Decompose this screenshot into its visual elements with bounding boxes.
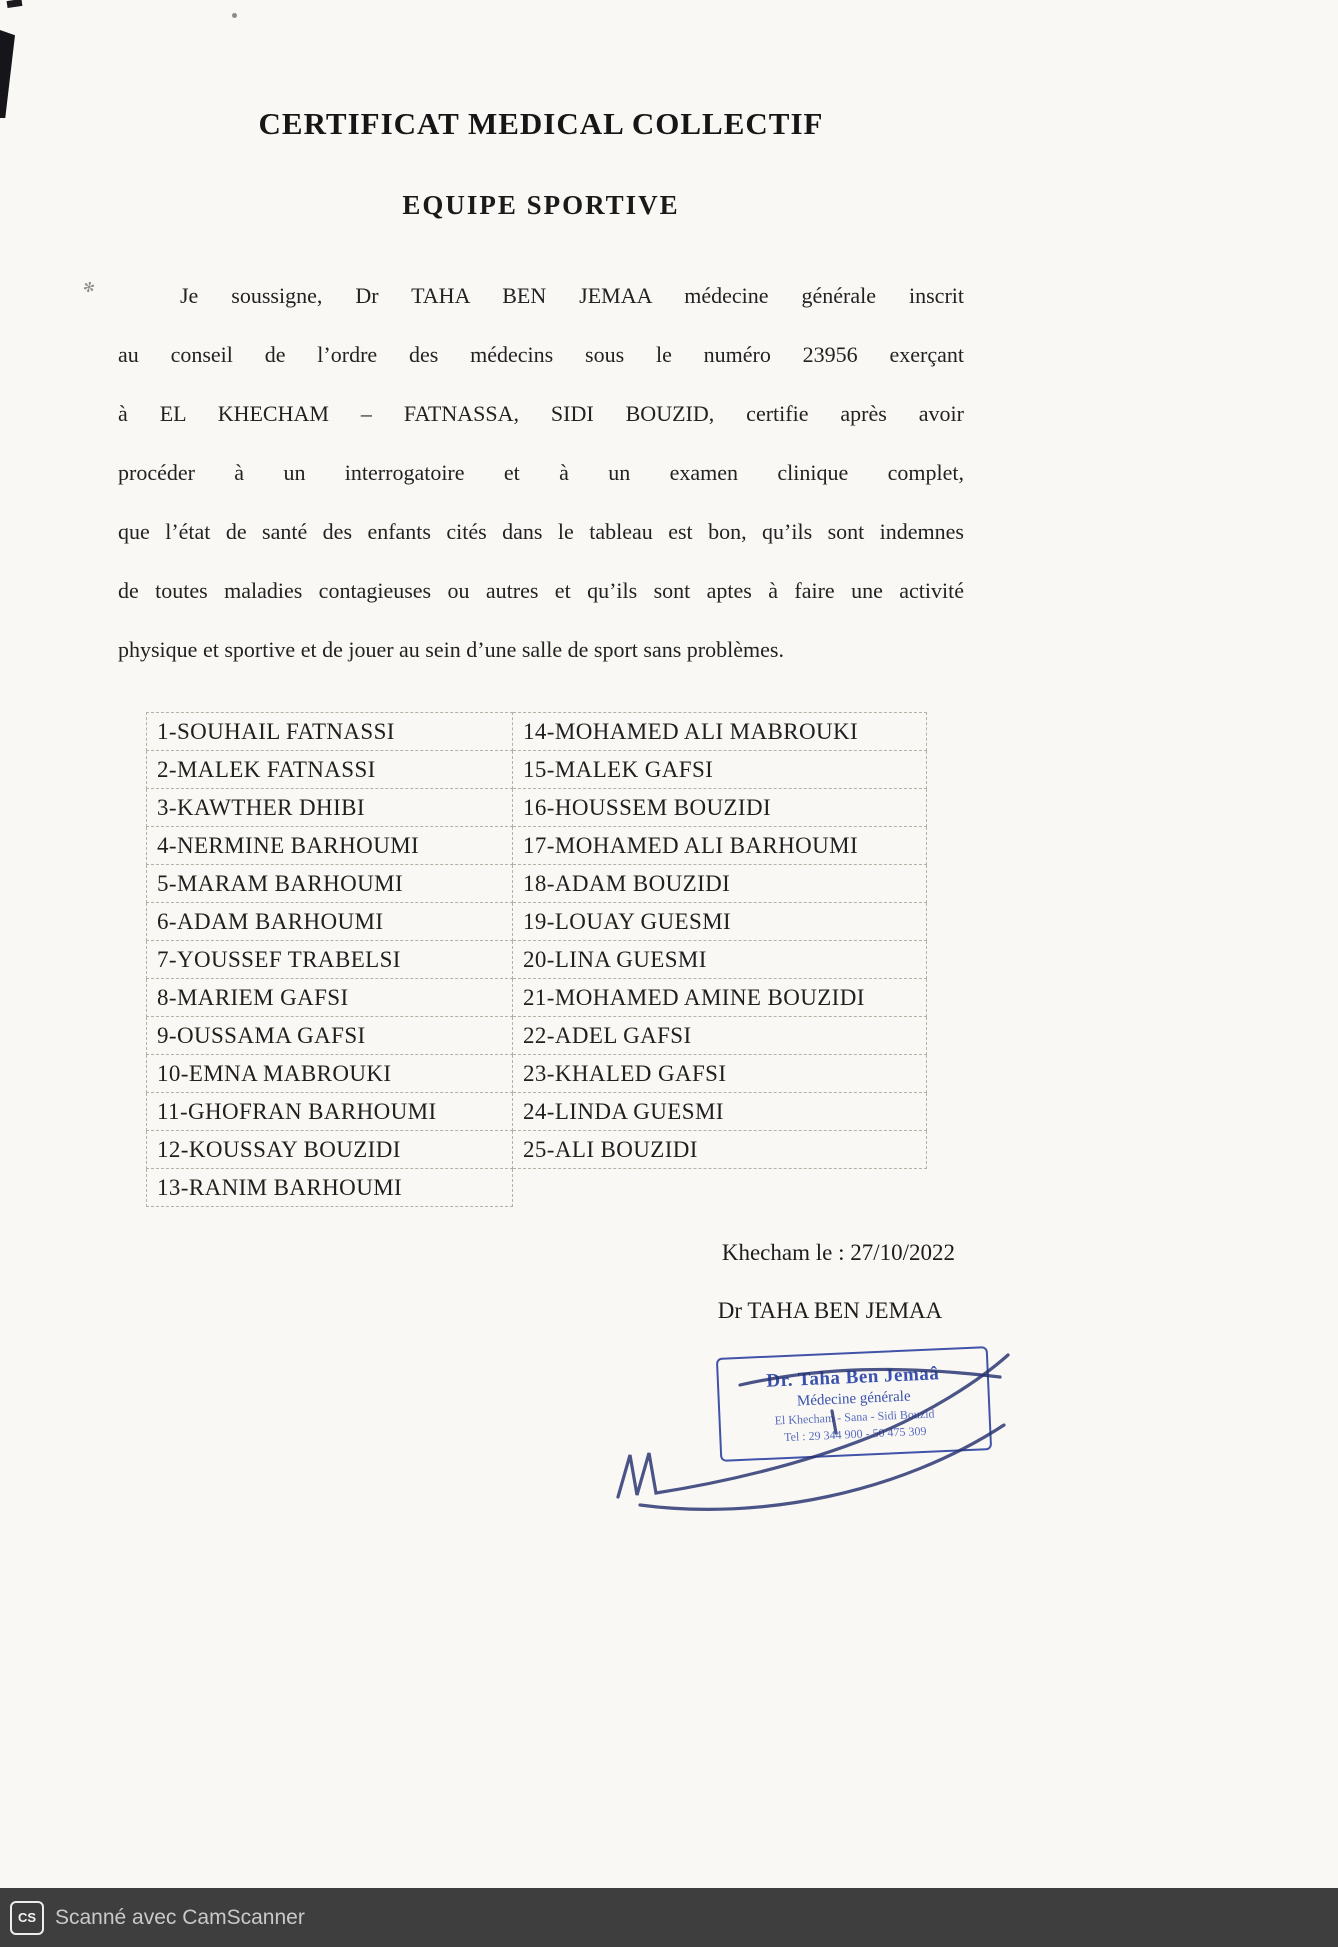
table-row [147,903,927,941]
roster-cell: 12-KOUSSAY BOUZIDI [147,1131,513,1169]
document-subtitle: EQUIPE SPORTIVE [402,190,680,220]
table-row [147,865,927,903]
table-row [147,941,927,979]
document-title: CERTIFICAT MEDICAL COLLECTIF [258,106,824,141]
roster-cell: 3-KAWTHER DHIBI [147,789,513,827]
roster-cell: 16-HOUSSEM BOUZIDI [513,789,927,827]
scan-artifact-smudge: ✻ [81,278,97,298]
roster-cell: 7-YOUSSEF TRABELSI [147,941,513,979]
roster-cell: 25-ALI BOUZIDI [513,1131,927,1169]
roster-cell: 21-MOHAMED AMINE BOUZIDI [513,979,927,1017]
roster-cell: 18-ADAM BOUZIDI [513,865,927,903]
table-row [147,979,927,1017]
table-row [147,1169,927,1207]
table-row [147,713,927,751]
roster-cell: 8-MARIEM GAFSI [147,979,513,1017]
roster-cell: 10-EMNA MABROUKI [147,1055,513,1093]
roster-table [146,712,927,1207]
certificate-body [118,266,964,679]
table-row [147,1131,927,1169]
roster-cell: 2-MALEK FATNASSI [147,751,513,789]
roster-cell: 23-KHALED GAFSI [513,1055,927,1093]
roster-cell: 4-NERMINE BARHOUMI [147,827,513,865]
stamp-line: Tel : 29 344 900 - 50 475 309 [783,1423,927,1444]
roster-cell: 22-ADEL GAFSI [513,1017,927,1055]
table-row [147,827,927,865]
body-line: de toutes maladies contagieuses ou autres et qu’ils sont aptes à faire une activité [118,578,964,603]
roster-cell: 6-ADAM BARHOUMI [147,903,513,941]
doctor-stamp [716,1346,992,1462]
roster-cell: 17-MOHAMED ALI BARHOUMI [513,827,927,865]
roster-cell-empty [513,1169,927,1207]
roster-cell: 9-OUSSAMA GAFSI [147,1017,513,1055]
camscanner-bar [0,1888,1338,1947]
body-line: que l’état de santé des enfants cités dans le tableau est bon, qu’ils sont indemnes [118,519,964,544]
roster-cell: 20-LINA GUESMI [513,941,927,979]
table-row [147,789,927,827]
table-row [147,1017,927,1055]
roster-cell: 19-LOUAY GUESMI [513,903,927,941]
table-row [147,1055,927,1093]
table-row [147,1093,927,1131]
roster-cell: 14-MOHAMED ALI MABROUKI [513,713,927,751]
roster-cell: 24-LINDA GUESMI [513,1093,927,1131]
stamp-line: El Khecham - Sana - Sidi Bouzid [774,1406,935,1427]
roster-cell: 1-SOUHAIL FATNASSI [147,713,513,751]
scan-artifact-top-mark [7,0,23,8]
scan-artifact-corner [0,30,15,118]
camscanner-label: Scanné avec CamScanner [55,1905,305,1929]
roster-cell: 11-GHOFRAN BARHOUMI [147,1093,513,1131]
body-line: Je soussigne, Dr TAHA BEN JEMAA médecine générale inscrit [180,283,964,308]
roster-cell: 15-MALEK GAFSI [513,751,927,789]
roster-cell: 13-RANIM BARHOUMI [147,1169,513,1207]
roster-cell: 5-MARAM BARHOUMI [147,865,513,903]
stamp-line: Dr. Taha Ben Jemaâ [765,1362,940,1392]
body-line: au conseil de l’ordre des médecins sous le numéro 23956 exerçant [118,342,964,367]
scan-artifact-speck [232,13,237,18]
body-line: procéder à un interrogatoire et à un examen clinique complet, [118,460,964,485]
camscanner-icon: CS [10,1901,44,1935]
body-line: physique et sportive et de jouer au sein d’une salle de sport sans problèmes. [118,637,784,662]
stamp-line: Médecine générale [796,1388,911,1409]
doctor-name: Dr TAHA BEN JEMAA [717,1298,943,1323]
body-line: à EL KHECHAM – FATNASSA, SIDI BOUZID, certifie après avoir [118,401,964,426]
place-date: Khecham le : 27/10/2022 [721,1240,955,1265]
table-row [147,751,927,789]
